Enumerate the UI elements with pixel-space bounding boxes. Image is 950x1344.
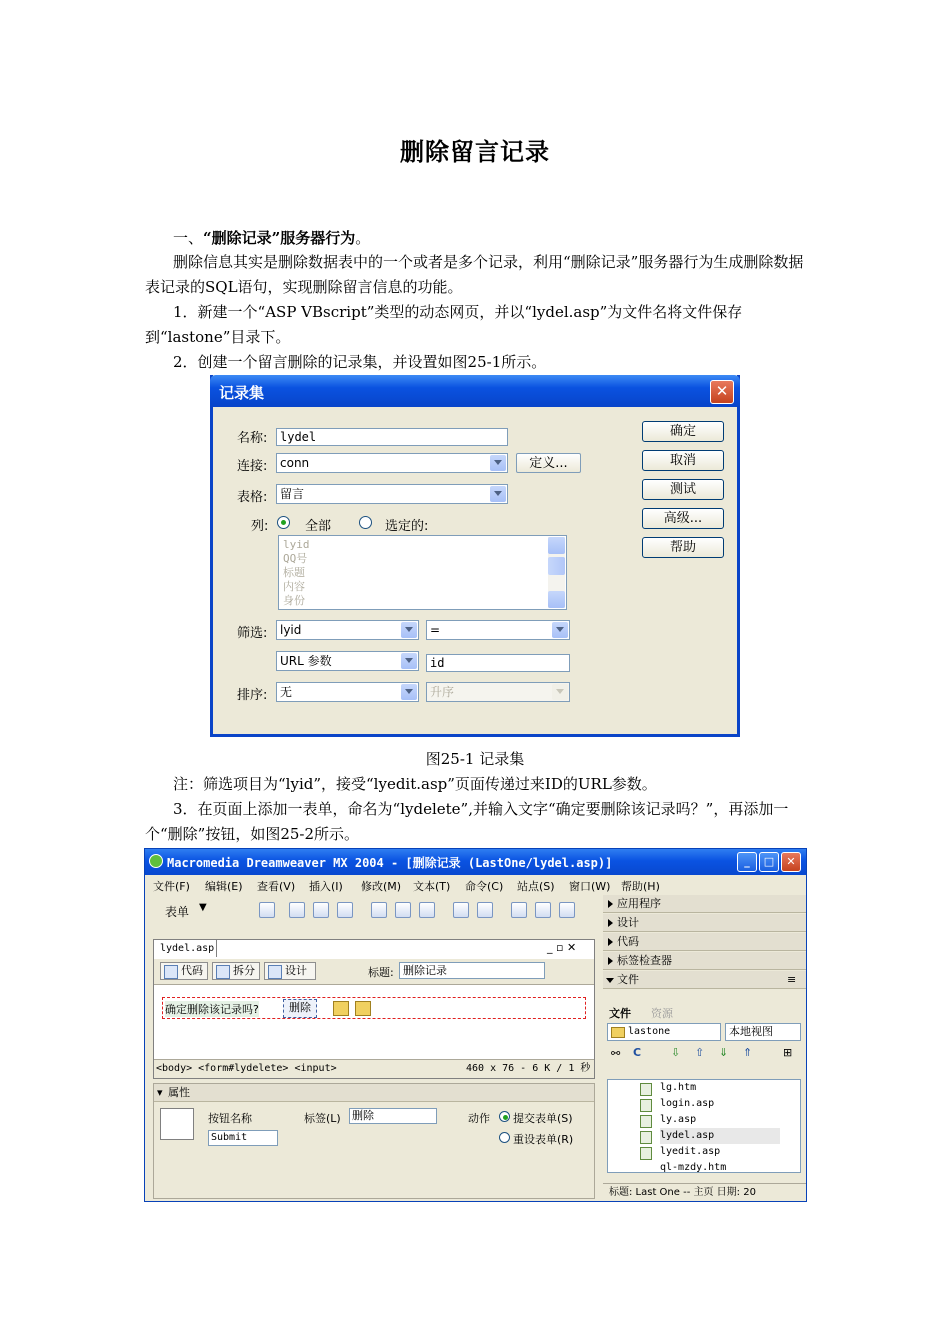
close-icon[interactable]: ✕ (710, 380, 734, 404)
filter-value-input[interactable]: id (426, 654, 570, 672)
menu-insert[interactable]: 插入(I) (309, 880, 343, 893)
paragraph-step1: 1．新建一个“ASP VBscript”类型的动态网页，并以“lydel.asp”为文件名将文件保存到“lastone”目录下。 (145, 303, 743, 346)
list-item[interactable]: QQ号 (283, 552, 308, 565)
server-behavior-icon (333, 1001, 349, 1016)
filter-source-value: URL 参数 (280, 654, 332, 668)
panel-files[interactable] (603, 971, 806, 989)
files-toolbar (607, 1045, 801, 1067)
close-icon[interactable]: ✕ (781, 852, 801, 872)
menu-text[interactable]: 文本(T) (413, 880, 451, 893)
test-button[interactable]: 测试 (642, 479, 724, 500)
radio-group-icon[interactable] (419, 902, 435, 918)
props-title: 属性 (168, 1086, 190, 1099)
ok-button[interactable]: 确定 (642, 421, 724, 442)
button-name-input[interactable]: Submit (208, 1130, 278, 1146)
define-button[interactable]: 定义... (516, 453, 581, 473)
action-label: 动作 (468, 1112, 490, 1125)
panel-label: 标签检查器 (617, 954, 672, 967)
menu-commands[interactable]: 命令(C) (465, 880, 504, 893)
radio-selected[interactable] (359, 516, 372, 529)
form-lydelete[interactable] (162, 997, 586, 1019)
doc-window-controls-icon[interactable]: _ ▫ ✕ (547, 941, 577, 954)
hidden-field-icon[interactable] (313, 902, 329, 918)
menu-modify[interactable]: 修改(M) (361, 880, 402, 893)
scroll-thumb[interactable] (548, 557, 565, 575)
paragraph-step2: 2．创建一个留言删除的记录集，并设置如图25-1所示。 (173, 353, 547, 371)
form-prompt-text: 确定删除该记录吗? (165, 1003, 259, 1016)
menu-site[interactable]: 站点(S) (517, 880, 555, 893)
files-panel (603, 1005, 806, 1201)
menu-view[interactable]: 查看(V) (257, 880, 296, 893)
design-view-button[interactable]: 设计 (264, 962, 316, 980)
get-icon[interactable]: ⇩ (671, 1046, 681, 1059)
radio-selected-label: 选定的: (385, 519, 429, 534)
dw-titlebar (145, 849, 806, 875)
table-label: 表格: (237, 490, 268, 505)
split-view-button[interactable]: 拆分 (212, 962, 260, 980)
list-item[interactable]: lyid (283, 538, 310, 551)
section-title: “删除记录”服务器行为 (203, 229, 356, 247)
chevron-down-icon (490, 486, 506, 502)
chevron-down-icon (552, 684, 568, 700)
button-preview-icon (160, 1108, 194, 1140)
tag-path[interactable]: <body> <form#lydelete> <input> (156, 1063, 337, 1074)
window-size-info: 460 x 76 - 6 K / 1 秒 (466, 1063, 591, 1074)
sort-order-value: 升序 (430, 685, 455, 699)
view-select[interactable] (725, 1023, 801, 1041)
paragraph-intro: 删除信息其实是删除数据表中的一个或者是多个记录，利用“删除记录”服务器行为生成删除数据表记录的SQL语句，实现删除留言信息的功能。 (145, 253, 804, 296)
file-item[interactable]: lyedit.asp (660, 1144, 720, 1160)
check-in-icon[interactable]: ⇑ (743, 1046, 753, 1059)
radio-reset[interactable] (499, 1132, 510, 1143)
image-field-icon[interactable] (511, 902, 527, 918)
checkbox-icon[interactable] (371, 902, 387, 918)
chevron-down-icon (401, 684, 417, 700)
panel-label: 文件 (617, 973, 639, 986)
button-label-label: 标签(L) (304, 1112, 341, 1125)
sort-field-select[interactable] (276, 682, 419, 702)
assets-tab[interactable]: 资源 (651, 1007, 673, 1020)
panel-code[interactable] (603, 933, 806, 951)
radio-icon[interactable] (395, 902, 411, 918)
table-value: 留言 (280, 487, 305, 501)
figure-caption-25-1: 图25-1 记录集 (425, 750, 525, 768)
document-toolbar (154, 959, 594, 985)
connection-label: 连接: (237, 459, 268, 474)
page-title: 删除留言记录 (400, 138, 550, 166)
list-menu-icon[interactable] (453, 902, 469, 918)
textarea-icon[interactable] (337, 902, 353, 918)
help-button[interactable]: 帮助 (642, 537, 724, 558)
radio-submit[interactable] (499, 1111, 510, 1122)
sort-label: 排序: (237, 688, 268, 703)
title-input[interactable]: 删除记录 (399, 962, 545, 979)
expand-icon: ▾ (157, 1086, 163, 1099)
listbox-scrollbar[interactable] (548, 537, 565, 608)
radio-submit-label: 提交表单(S) (513, 1112, 573, 1125)
form-icon[interactable] (259, 902, 275, 918)
view-value: 本地视图 (729, 1025, 773, 1038)
check-out-icon[interactable]: ⇓ (719, 1046, 729, 1059)
panel-label: 设计 (617, 916, 639, 929)
panel-application[interactable] (603, 895, 806, 913)
scroll-down-icon[interactable] (548, 591, 565, 608)
name-label: 名称: (237, 431, 268, 446)
connection-value: conn (280, 456, 310, 470)
name-input[interactable]: lydel (276, 428, 508, 446)
radio-all[interactable] (277, 516, 290, 529)
filter-source-select[interactable] (276, 651, 419, 671)
site-select[interactable] (607, 1023, 721, 1041)
filter-field-select[interactable] (276, 620, 419, 640)
scroll-up-icon[interactable] (548, 537, 565, 554)
file-item-selected[interactable]: lydel.asp (660, 1128, 780, 1144)
recordset-dialog (210, 375, 740, 737)
file-item[interactable]: ql-mzdy.htm (660, 1162, 727, 1172)
chevron-down-icon[interactable]: ▼ (199, 902, 207, 913)
button-name-label: 按钮名称 (208, 1112, 252, 1125)
list-item[interactable]: 身份 (283, 594, 305, 607)
menu-file[interactable]: 文件(F) (153, 880, 190, 893)
minimize-icon[interactable]: _ (737, 852, 757, 872)
paragraph-step3: 3．在页面上添加一表单，命名为“lydelete”,并输入文字“确定要删除该记录吗？”，再添加一个“删除”按钮，如图25-2所示。 (145, 800, 789, 843)
cancel-button[interactable]: 取消 (642, 450, 724, 471)
refresh-icon[interactable]: C (633, 1046, 642, 1059)
filter-operator-select[interactable] (426, 620, 570, 640)
document-tab[interactable]: lydel.asp (153, 939, 217, 957)
connect-icon[interactable]: ⚯ (611, 1047, 621, 1060)
paragraph-note: 注：筛选项目为“lyid”，接受“lyedit.asp”页面传递过来ID的URL参数。 (173, 775, 657, 793)
dreamweaver-logo-icon (149, 854, 163, 868)
menu-edit[interactable]: 编辑(E) (205, 880, 243, 893)
delete-button[interactable]: 删除 (283, 999, 317, 1018)
button-label-input[interactable]: 删除 (349, 1108, 437, 1124)
panel-tag-inspector[interactable] (603, 952, 806, 970)
filter-operator-value: = (430, 623, 441, 637)
list-item[interactable]: 标题 (283, 566, 305, 579)
chevron-down-icon (490, 455, 506, 471)
tag-selector-bar (154, 1059, 594, 1078)
file-field-icon[interactable] (535, 902, 551, 918)
table-select[interactable] (276, 484, 508, 504)
folder-icon (611, 1027, 625, 1038)
put-icon[interactable]: ⇧ (695, 1046, 705, 1059)
file-item[interactable]: ly.asp (660, 1112, 696, 1128)
dialog-title: 记录集 (219, 384, 265, 402)
chevron-down-icon (401, 622, 417, 638)
menu-help[interactable]: 帮助(H) (621, 880, 660, 893)
section-heading (145, 226, 807, 251)
panel-label: 应用程序 (617, 897, 661, 910)
menu-bar (145, 875, 806, 895)
columns-listbox[interactable] (278, 535, 567, 610)
panel-label: 代码 (617, 935, 639, 948)
advanced-button[interactable]: 高级... (642, 508, 724, 529)
insert-toolbar (149, 897, 601, 925)
insert-category[interactable]: 表单 (165, 905, 190, 919)
radio-reset-label: 重设表单(R) (513, 1133, 574, 1146)
server-behavior-icon (355, 1001, 371, 1016)
columns-list (283, 538, 310, 608)
menu-window[interactable]: 窗口(W) (569, 880, 611, 893)
button-icon[interactable] (559, 902, 575, 918)
sort-order-select (426, 682, 570, 702)
chevron-down-icon (401, 653, 417, 669)
list-item[interactable]: 内容 (283, 580, 305, 593)
property-inspector (153, 1083, 595, 1199)
props-header[interactable] (154, 1084, 594, 1102)
options-icon[interactable]: ≡ (787, 973, 797, 986)
panel-design[interactable] (603, 914, 806, 932)
files-status-bar: 标题: Last One -- 主页 日期: 20 (603, 1183, 806, 1201)
files-tab[interactable]: 文件 (609, 1007, 631, 1020)
connection-select[interactable] (276, 453, 508, 473)
dreamweaver-window (144, 848, 807, 1202)
section-number: 一、 (173, 229, 204, 247)
columns-label: 列: (251, 519, 269, 534)
jump-menu-icon[interactable] (477, 902, 493, 918)
expand-panel-icon[interactable]: ⊞ (783, 1046, 793, 1059)
maximize-icon[interactable]: □ (759, 852, 779, 872)
section-suffix: 。 (355, 229, 371, 247)
file-item[interactable]: lg.htm (660, 1080, 696, 1096)
file-item[interactable]: login.asp (660, 1096, 714, 1112)
dialog-titlebar (210, 375, 740, 407)
title-label: 标题: (368, 966, 394, 979)
code-view-button[interactable]: 代码 (160, 962, 208, 980)
file-tree (607, 1079, 801, 1173)
site-name: lastone (628, 1026, 671, 1037)
sort-field-value: 无 (280, 685, 293, 699)
filter-label: 筛选: (237, 626, 268, 641)
text-field-icon[interactable] (289, 902, 305, 918)
filter-field-value: lyid (280, 623, 302, 637)
dw-window-title: Macromedia Dreamweaver MX 2004 - [删除记录 (LastOne/lydel.asp)] (167, 856, 613, 870)
radio-all-label: 全部 (305, 519, 332, 534)
chevron-down-icon (552, 622, 568, 638)
